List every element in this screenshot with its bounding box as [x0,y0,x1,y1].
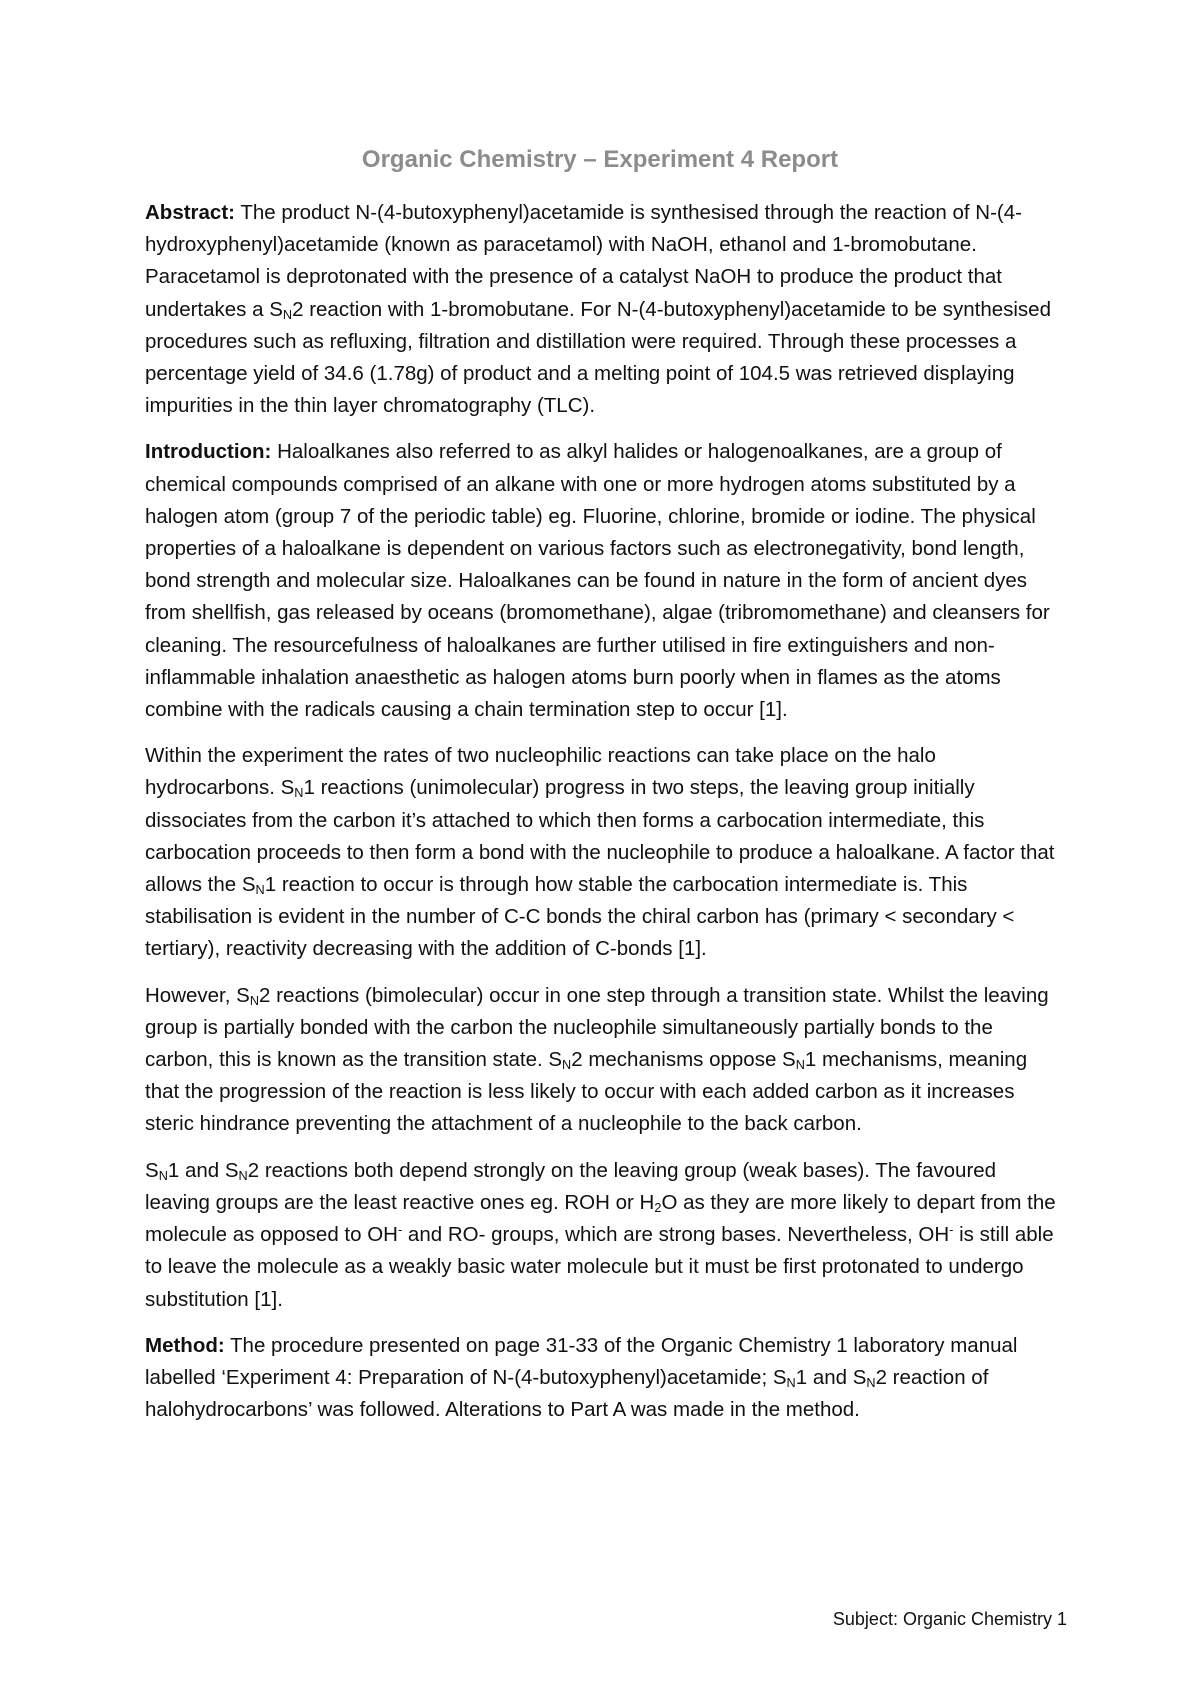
abstract-label: Abstract: [145,201,235,224]
method-label: Method: [145,1333,225,1357]
abstract-text: The product N-(4-butoxyphenyl)acetamide is synthesised through the reaction of N-(4-hydroxyphenyl)acetamide (known as paracetamol) with NaOH, ethanol and 1-bromobutane. Paracetamol is deprotonated with the presence of a catalyst NaOH to produce the product that undertakes a $S_N2$ reaction with 1-bromobutane. For N-(4-butoxyphenyl)acetamide to be synthesised procedures such as refluxing, filtration and distillation were required. Through these processes a percentage yield of 34.6 (1.78g) of product and a melting point of 104.5 was retrieved displaying impurities in the thin layer chromatography (TLC). [145,201,1051,418]
document-title: Organic Chemistry – Experiment 4 Report [361,146,839,173]
introduction-paragraph [145,436,1060,726]
method-paragraph [145,1330,1060,1427]
method-text: The procedure presented on page 31-33 of the Organic Chemistry 1 laboratory manual labelled ‘Experiment 4: Preparation of N-(4-butoxyphenyl)acetamide; $S_N1$ and $S_N2$ reaction of halohydrocarbons’ was followed. Alterations to Part A was made in the method. [145,1333,1018,1422]
sn2-paragraph: However, $S_N2$ reactions (bimolecular) occur in one step through a transition state. Whilst the leaving group is partially bonded with the carbon the nucleophile simultaneously partially bonds to the carbon, this is known as the transition state. $S_N2$ mechanisms oppose $S_N1$ mechanisms, meaning that the progression of the reaction is less likely to occur with each added carbon as it increases steric hindrance preventing the attachment of a nucleophile to the back carbon. [145,983,1049,1136]
page-footer: Subject: Organic Chemistry 1 [832,1609,1067,1629]
document-body [145,197,1060,1440]
introduction-text: Haloalkanes also referred to as alkyl halides or halogenoalkanes, are a group of chemical compounds comprised of an alkane with one or more hydrogen atoms substituted by a halogen atom (group 7 of the periodic table) eg. Fluorine, chlorine, bromide or iodine. The physical properties of a haloalkane is dependent on various factors such as electronegativity, bond length, bond strength and molecular size. Haloalkanes can be found in nature in the form of ancient dyes from shellfish, gas released by oceans (bromomethane), algae (tribromomethane) and cleansers for cleaning. The resourcefulness of haloalkanes are further utilised in fire extinguishers and non-inflammable inhalation anaesthetic as halogen atoms burn poorly when in flames as the atoms combine with the radicals causing a chain termination step to occur [1]. [145,440,1050,722]
sn1-paragraph: Within the experiment the rates of two nucleophilic reactions can take place on the halo hydrocarbons. $S_N1$ reactions (unimolecular) progress in two steps, the leaving group initially dissociates from the carbon it’s attached to which then forms a carbocation intermediate, this carbocation proceeds to then form a bond with the nucleophile to produce a haloalkane. A factor that allows the $S_N1$ reaction to occur is through how stable the carbocation intermediate is. This stabilisation is evident in the number of C-C bonds the chiral carbon has (primary < secondary < tertiary), reactivity decreasing with the addition of C-bonds [1]. [145,744,1055,961]
abstract-paragraph [145,197,1060,422]
leaving-group-paragraph: $S_N1$ and $S_N2$ reactions both depend strongly on the leaving group (weak bases). The favoured leaving groups are the least reactive ones eg. ROH or $H_2O$ as they are more likely to depart from the molecule as opposed to OH- and RO- groups, which are strong bases. Nevertheless, OH- is still able to leave the molecule as a weakly basic water molecule but it must be first protonated to undergo substitution [1]. [145,1158,1056,1311]
introduction-label: Introduction: [145,440,272,464]
